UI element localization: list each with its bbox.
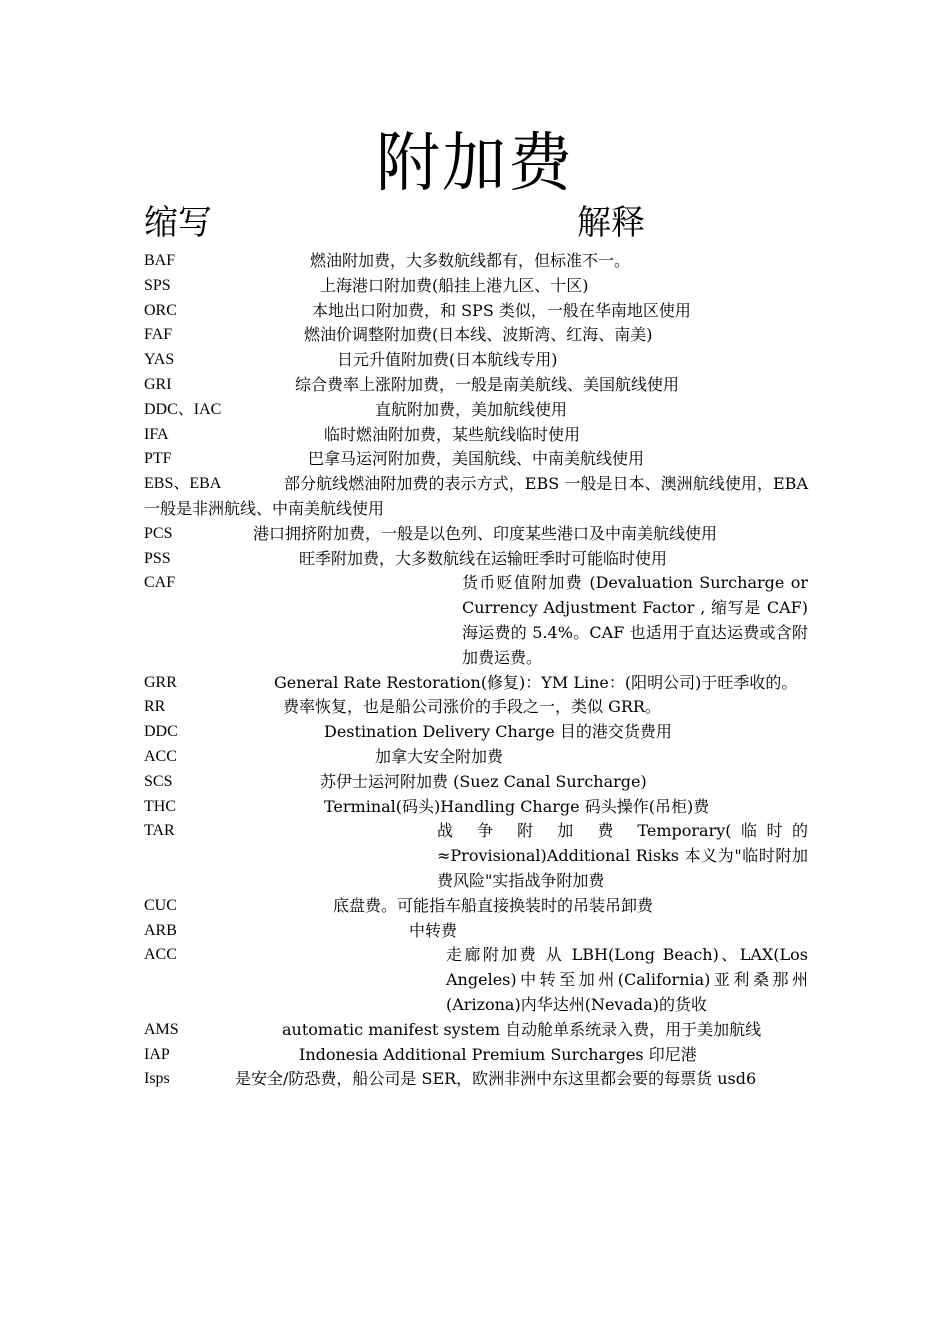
- entry-description: 港口拥挤附加费，一般是以色列、印度某些港口及中南美航线使用: [253, 523, 718, 543]
- list-item: [144, 720, 808, 745]
- entry-code: CUC: [144, 896, 177, 914]
- entry-description: 直航附加费，美加航线使用: [375, 399, 568, 419]
- entry-code: CAF: [144, 574, 176, 592]
- entry-code: DDC、IAC: [144, 400, 222, 418]
- entry-description: 走廊附加费 从 LBH(Long Beach)、LAX(Los Angeles)中转至加州(California)亚利桑那州(Arizona)内华达州(Nevada)的货收: [446, 945, 808, 1014]
- list-item: [144, 1067, 808, 1092]
- entry-code: ARB: [144, 921, 177, 939]
- entry-code: IFA: [144, 425, 169, 443]
- entry-code: ACC: [144, 747, 177, 765]
- entry-code: YAS: [144, 351, 175, 369]
- entry-description: 加拿大安全附加费: [375, 746, 504, 766]
- list-item: [144, 472, 808, 522]
- entry-description: 临时燃油附加费，某些航线临时使用: [324, 424, 581, 444]
- entry-code: AMS: [144, 1020, 179, 1038]
- entry-description: 燃油价调整附加费(日本线、波斯湾、红海、南美): [304, 325, 653, 345]
- entry-description: 货币贬值附加费 (Devaluation Surcharge or Currency Adjustment Factor , 缩写是 CAF)海运费的 5.4%。CAF 也适用于直达运费或含附加费运费。: [462, 573, 808, 667]
- entry-code: SPS: [144, 276, 171, 294]
- list-item: [144, 522, 808, 547]
- entry-code: THC: [144, 797, 176, 815]
- entry-description: 旺季附加费，大多数航线在运输旺季时可能临时使用: [299, 548, 668, 568]
- list-item: [144, 919, 808, 944]
- entry-code: PCS: [144, 524, 173, 542]
- page-title: 附加费: [376, 127, 574, 201]
- entry-description: 是安全/防恐费，船公司是 SER，欧洲非洲中东这里都会要的每票货 usd6: [235, 1069, 757, 1089]
- entry-description: 日元升值附加费(日本航线专用): [337, 350, 558, 370]
- entry-description: Destination Delivery Charge 目的港交货费用: [324, 722, 672, 742]
- entry-code: IAP: [144, 1045, 170, 1063]
- entry-description: automatic manifest system 自动舱单系统录入费，用于美加航线: [282, 1019, 762, 1039]
- list-item: [144, 795, 808, 820]
- list-item: [144, 943, 808, 1017]
- list-item: [144, 671, 808, 696]
- list-item: [144, 423, 808, 448]
- list-item: [144, 274, 808, 299]
- entry-description: General Rate Restoration(修复)：YM Line：(阳明公司)于旺季收的。: [274, 672, 798, 692]
- list-item: [144, 819, 808, 893]
- entry-code: FAF: [144, 326, 173, 344]
- entry-description: 上海港口附加费(船挂上港九区、十区): [320, 275, 589, 295]
- entry-code: EBS、EBA: [144, 475, 222, 493]
- list-item: [144, 1018, 808, 1043]
- entry-description: 综合费率上涨附加费，一般是南美航线、美国航线使用: [295, 374, 680, 394]
- list-item: [144, 695, 808, 720]
- entry-description: 本地出口附加费，和 SPS 类似，一般在华南地区使用: [312, 300, 691, 320]
- list-item: [144, 547, 808, 572]
- list-item: [144, 348, 808, 373]
- entry-code: TAR: [144, 822, 175, 840]
- entry-description: 部分航线燃油附加费的表示方式，EBS 一般是日本、澳洲航线使用，EBA 一般是非洲航线、中南美航线使用: [144, 474, 808, 518]
- entry-code: PSS: [144, 549, 171, 567]
- entry-description: 底盘费。可能指车船直接换装时的吊装吊卸费: [333, 895, 654, 915]
- entry-code: BAF: [144, 252, 176, 269]
- list-item: [144, 299, 808, 324]
- list-item: [144, 770, 808, 795]
- entry-description: Indonesia Additional Premium Surcharges 印尼港: [299, 1044, 697, 1064]
- entry-description: 费率恢复，也是船公司涨价的手段之一，类似 GRR。: [283, 697, 661, 717]
- list-item: [144, 894, 808, 919]
- column-header-abbr: 缩写: [144, 203, 212, 243]
- entry-code: ORC: [144, 301, 177, 319]
- entry-description: 中转费: [409, 920, 458, 940]
- list-item: [144, 745, 808, 770]
- entry-description: 巴拿马运河附加费，美国航线、中南美航线使用: [308, 449, 645, 469]
- list-item: [144, 1043, 808, 1068]
- surcharge-list: [144, 249, 808, 1092]
- column-header-explanation: 解释: [577, 203, 645, 243]
- entry-code: ACC: [144, 946, 177, 964]
- entry-code: RR: [144, 698, 166, 716]
- list-item: [144, 398, 808, 423]
- entry-description: 战 争 附 加 费 Temporary(临时的≈Provisional)Additional Risks 本义为"临时附加费风险"实指战争附加费: [437, 821, 808, 890]
- entry-code: SCS: [144, 772, 173, 790]
- entry-code: GRI: [144, 375, 172, 393]
- entry-code: GRR: [144, 673, 177, 691]
- entry-description: 苏伊士运河附加费 (Suez Canal Surcharge): [320, 771, 647, 791]
- entry-code: DDC: [144, 723, 178, 741]
- entry-code: PTF: [144, 450, 172, 468]
- entry-description: Terminal(码头)Handling Charge 码头操作(吊柜)费: [324, 796, 710, 816]
- list-item: [144, 373, 808, 398]
- list-item: [144, 323, 808, 348]
- list-item: [144, 571, 808, 670]
- list-item: [144, 249, 808, 274]
- entry-description: 燃油附加费，大多数航线都有，但标准不一。: [310, 251, 631, 270]
- list-item: [144, 447, 808, 472]
- entry-code: Isps: [144, 1070, 170, 1088]
